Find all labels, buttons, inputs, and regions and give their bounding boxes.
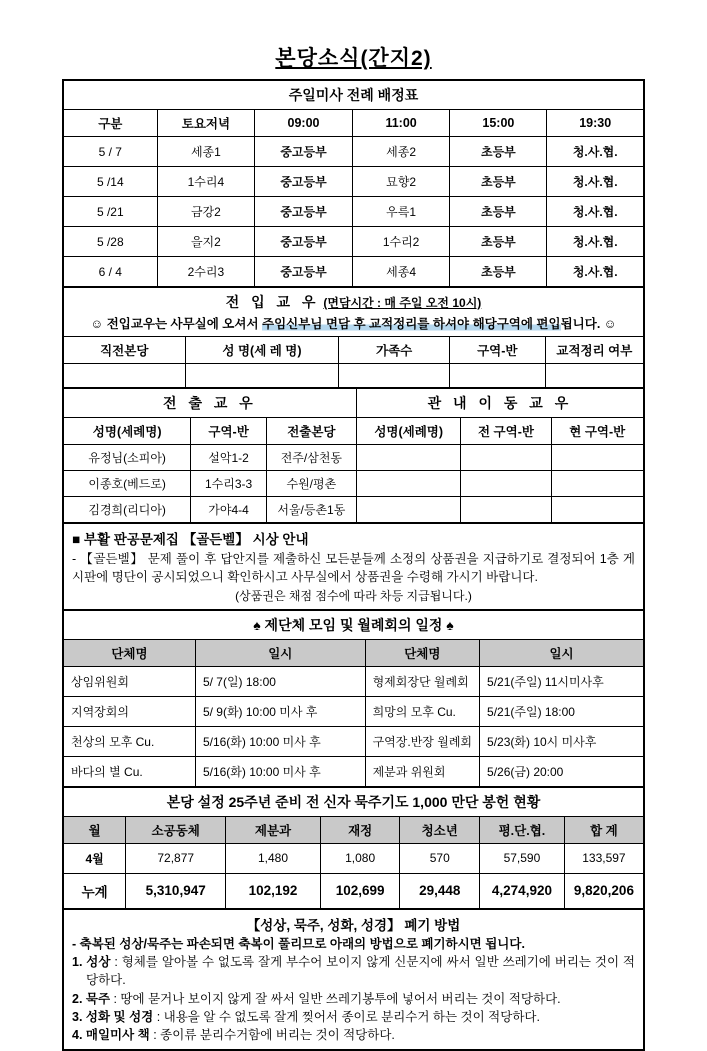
table-cell: 상임위원회 — [63, 666, 195, 696]
table-cell: 초등부 — [450, 197, 547, 227]
column-header: 재정 — [320, 816, 400, 843]
item-term: 3. 성화 및 성경 — [72, 1009, 154, 1024]
table-cell: 제분과 위원회 — [365, 756, 479, 787]
column-header: 일시 — [195, 639, 365, 666]
meetings-title: ♠ 제단체 모임 및 월례회의 일정 ♠ — [63, 610, 644, 640]
table-cell: 102,192 — [226, 873, 321, 909]
column-header: 직전본당 — [63, 337, 185, 364]
golden-bell-title: ■ 부활 판공문제집 【골든벨】 시상 안내 — [72, 531, 309, 547]
golden-bell-notice-box — [62, 522, 645, 611]
table-cell: 중고등부 — [255, 227, 353, 257]
table-cell: 지역장회의 — [63, 696, 195, 726]
transfer-in-notice — [66, 314, 641, 332]
move-within-title: 관 내 이 동 교 우 — [356, 388, 644, 418]
table-cell: 1수리3-3 — [191, 470, 267, 496]
table-cell: 2수리3 — [157, 257, 255, 288]
column-header: 가족수 — [339, 337, 449, 364]
table-cell: 중고등부 — [255, 257, 353, 288]
transfer-in-table — [62, 286, 645, 389]
table-cell: 수원/평촌 — [266, 470, 356, 496]
table-cell: 5 /21 — [63, 197, 157, 227]
table-cell: 초등부 — [450, 227, 547, 257]
table-row — [63, 470, 644, 496]
table-cell: 4,274,920 — [480, 873, 565, 909]
interview-time-note: (면담시간 : 매 주일 오전 10시) — [323, 296, 482, 310]
table-row — [63, 257, 644, 288]
column-header: 전 구역-반 — [461, 417, 551, 444]
item-text: : 땅에 묻거나 보이지 않게 잘 싸서 일반 쓰레기봉투에 넣어서 버리는 것이 적당하다. — [110, 991, 561, 1006]
disposal-item — [72, 1026, 635, 1044]
column-header: 구역-반 — [191, 417, 267, 444]
table-header-row — [63, 110, 644, 137]
empty-cell — [551, 470, 644, 496]
empty-cell — [356, 470, 461, 496]
table-row — [63, 666, 644, 696]
table-cell: 세종2 — [352, 137, 450, 167]
table-cell: 1수리4 — [157, 167, 255, 197]
column-header: 09:00 — [255, 110, 353, 137]
column-header: 15:00 — [450, 110, 547, 137]
table-cell: 5/21(주일) 11시미사후 — [480, 666, 644, 696]
empty-cell — [339, 364, 449, 388]
column-header: 일시 — [480, 639, 644, 666]
table-cell: 금강2 — [157, 197, 255, 227]
table-cell: 5 / 7 — [63, 137, 157, 167]
disposal-methods-box — [62, 908, 645, 1051]
table-row — [63, 756, 644, 787]
mass-schedule-table — [62, 79, 645, 288]
empty-cell — [551, 444, 644, 470]
table-cell: 29,448 — [400, 873, 480, 909]
column-header: 19:30 — [547, 110, 644, 137]
empty-cell — [551, 496, 644, 523]
table-cell: 형제회장단 월례회 — [365, 666, 479, 696]
table-cell: 이종호(베드로) — [63, 470, 191, 496]
section-title-row — [63, 610, 644, 640]
row-label: 4월 — [63, 843, 126, 873]
page-title: 본당소식(간지2) — [275, 47, 432, 70]
disposal-intro: - 축복된 성상/묵주는 파손되면 축복이 풀리므로 아래의 방법으로 폐기하시면 됩니다. — [72, 936, 525, 951]
section-title: 전 입 교 우 — [225, 294, 320, 310]
disposal-item — [72, 1008, 635, 1026]
table-row — [63, 197, 644, 227]
table-cell: 희망의 모후 Cu. — [365, 696, 479, 726]
column-header: 단체명 — [365, 639, 479, 666]
table-cell: 전주/삼천동 — [266, 444, 356, 470]
table-cell: 9,820,206 — [564, 873, 644, 909]
transfer-in-title — [66, 292, 641, 312]
item-term: 2. 묵주 — [72, 991, 111, 1006]
column-header: 전출본당 — [266, 417, 356, 444]
disposal-title: 【성상, 묵주, 성화, 성경】 폐기 방법 — [246, 917, 461, 933]
table-row — [63, 496, 644, 523]
empty-cell — [63, 364, 185, 388]
column-header: 제분과 — [226, 816, 321, 843]
table-cell: 중고등부 — [255, 167, 353, 197]
notice-highlighted-text: 주임신부님 면담 후 교적정리를 하셔야 해당구역에 편입 — [262, 317, 561, 331]
golden-bell-body: - 【골든벨】 문제 풀이 후 답안지를 제출하신 모든분들께 소정의 상품권을 지급하기로 결정되어 1층 게시판에 명단이 공시되었으니 확인하시고 사무실에서 상품권을 수령해 가시기 바랍니다. — [72, 551, 635, 584]
column-header: 성명(세례명) — [63, 417, 191, 444]
table-cell: 5/21(주일) 18:00 — [480, 696, 644, 726]
table-cell: 5/26(금) 20:00 — [480, 756, 644, 787]
table-cell: 청.사.협. — [547, 167, 644, 197]
empty-cell — [356, 496, 461, 523]
table-row — [63, 444, 644, 470]
notice-text: ☺ 전입교우는 사무실에 오셔서 — [90, 317, 263, 331]
table-cell: 청.사.협. — [547, 227, 644, 257]
item-text: : 형체를 알아볼 수 없도록 잘게 부수어 보이지 않게 신문지에 싸서 일반 쓰레기에 버리는 것이 적당하다. — [86, 955, 635, 988]
transfer-out-move-table — [62, 387, 645, 524]
table-row — [63, 843, 644, 873]
table-row — [63, 227, 644, 257]
column-header: 합 계 — [564, 816, 644, 843]
rosary-title: 본당 설정 25주년 준비 전 신자 묵주기도 1,000 만단 봉헌 현황 — [63, 787, 644, 817]
table-cell: 5/ 9(화) 10:00 미사 후 — [195, 696, 365, 726]
table-cell: 구역장.반장 월례회 — [365, 726, 479, 756]
table-row — [63, 726, 644, 756]
table-cell: 5,310,947 — [126, 873, 226, 909]
empty-cell — [461, 496, 551, 523]
table-cell: 서울/등촌1동 — [266, 496, 356, 523]
section-title-row — [63, 287, 644, 337]
table-cell: 1,480 — [226, 843, 321, 873]
item-text: : 내용을 알 수 없도록 잘게 찢어서 종이로 분리수거 하는 것이 적당하다. — [153, 1009, 540, 1024]
table-cell: 청.사.협. — [547, 197, 644, 227]
column-header: 월 — [63, 816, 126, 843]
table-cell: 중고등부 — [255, 197, 353, 227]
table-header-row — [63, 337, 644, 364]
table-cell: 유정님(소피아) — [63, 444, 191, 470]
empty-row — [63, 364, 644, 388]
section-title-row — [63, 787, 644, 817]
column-header: 평.단.협. — [480, 816, 565, 843]
disposal-item — [72, 953, 635, 989]
table-cell: 을지2 — [157, 227, 255, 257]
transfer-out-title: 전 출 교 우 — [63, 388, 356, 418]
table-cell: 우륵1 — [352, 197, 450, 227]
table-cell: 5/16(화) 10:00 미사 후 — [195, 756, 365, 787]
table-cell: 5 /14 — [63, 167, 157, 197]
table-cell: 천상의 모후 Cu. — [63, 726, 195, 756]
table-cell: 바다의 별 Cu. — [63, 756, 195, 787]
table-cell: 중고등부 — [255, 137, 353, 167]
table-cell: 1,080 — [320, 843, 400, 873]
transfer-in-header — [63, 287, 644, 337]
mass-table-title: 주일미사 전례 배정표 — [63, 80, 644, 110]
table-row — [63, 696, 644, 726]
table-cell: 청.사.협. — [547, 257, 644, 288]
table-cell: 57,590 — [480, 843, 565, 873]
empty-cell — [185, 364, 339, 388]
rosary-offering-table — [62, 786, 645, 910]
table-cell: 6 / 4 — [63, 257, 157, 288]
table-cell: 1수리2 — [352, 227, 450, 257]
table-cell: 133,597 — [564, 843, 644, 873]
table-cell: 묘향2 — [352, 167, 450, 197]
column-header: 성명(세례명) — [356, 417, 461, 444]
table-cell: 5/23(화) 10시 미사후 — [480, 726, 644, 756]
table-title-row — [63, 80, 644, 110]
table-header-row — [63, 639, 644, 666]
meetings-schedule-table — [62, 609, 645, 788]
column-header: 구분 — [63, 110, 157, 137]
golden-bell-note: (상품권은 채점 점수에 따라 차등 지급됩니다.) — [235, 588, 472, 603]
column-header: 11:00 — [352, 110, 450, 137]
table-cell: 청.사.협. — [547, 137, 644, 167]
table-header-row — [63, 816, 644, 843]
table-cell: 가야4-4 — [191, 496, 267, 523]
item-text: : 종이류 분리수거함에 버리는 것이 적당하다. — [149, 1027, 395, 1042]
column-header: 토요저녁 — [157, 110, 255, 137]
column-header: 단체명 — [63, 639, 195, 666]
table-cell: 설악1-2 — [191, 444, 267, 470]
table-cell: 초등부 — [450, 137, 547, 167]
table-row — [63, 137, 644, 167]
item-term: 4. 매일미사 책 — [72, 1027, 150, 1042]
table-cell: 초등부 — [450, 257, 547, 288]
column-header: 현 구역-반 — [551, 417, 644, 444]
disposal-item — [72, 990, 635, 1008]
section-title-row — [63, 388, 644, 418]
empty-cell — [461, 444, 551, 470]
row-label: 누계 — [63, 873, 126, 909]
table-row — [63, 167, 644, 197]
empty-cell — [461, 470, 551, 496]
table-cell: 5/ 7(일) 18:00 — [195, 666, 365, 696]
column-header: 청소년 — [400, 816, 480, 843]
table-cell: 5/16(화) 10:00 미사 후 — [195, 726, 365, 756]
table-cell: 570 — [400, 843, 480, 873]
table-header-row — [63, 417, 644, 444]
empty-cell — [449, 364, 545, 388]
notice-text: 됩니다. ☺ — [560, 317, 617, 331]
column-header: 교적정리 여부 — [545, 337, 644, 364]
total-row — [63, 873, 644, 909]
column-header: 성 명(세 레 명) — [185, 337, 339, 364]
column-header: 구역-반 — [449, 337, 545, 364]
table-cell: 초등부 — [450, 167, 547, 197]
table-cell: 세종4 — [352, 257, 450, 288]
table-cell: 5 /28 — [63, 227, 157, 257]
table-cell: 102,699 — [320, 873, 400, 909]
column-header: 소공동체 — [126, 816, 226, 843]
item-term: 1. 성상 — [72, 955, 111, 970]
empty-cell — [356, 444, 461, 470]
table-cell: 세종1 — [157, 137, 255, 167]
empty-cell — [545, 364, 644, 388]
table-cell: 72,877 — [126, 843, 226, 873]
table-cell: 김경희(리디아) — [63, 496, 191, 523]
